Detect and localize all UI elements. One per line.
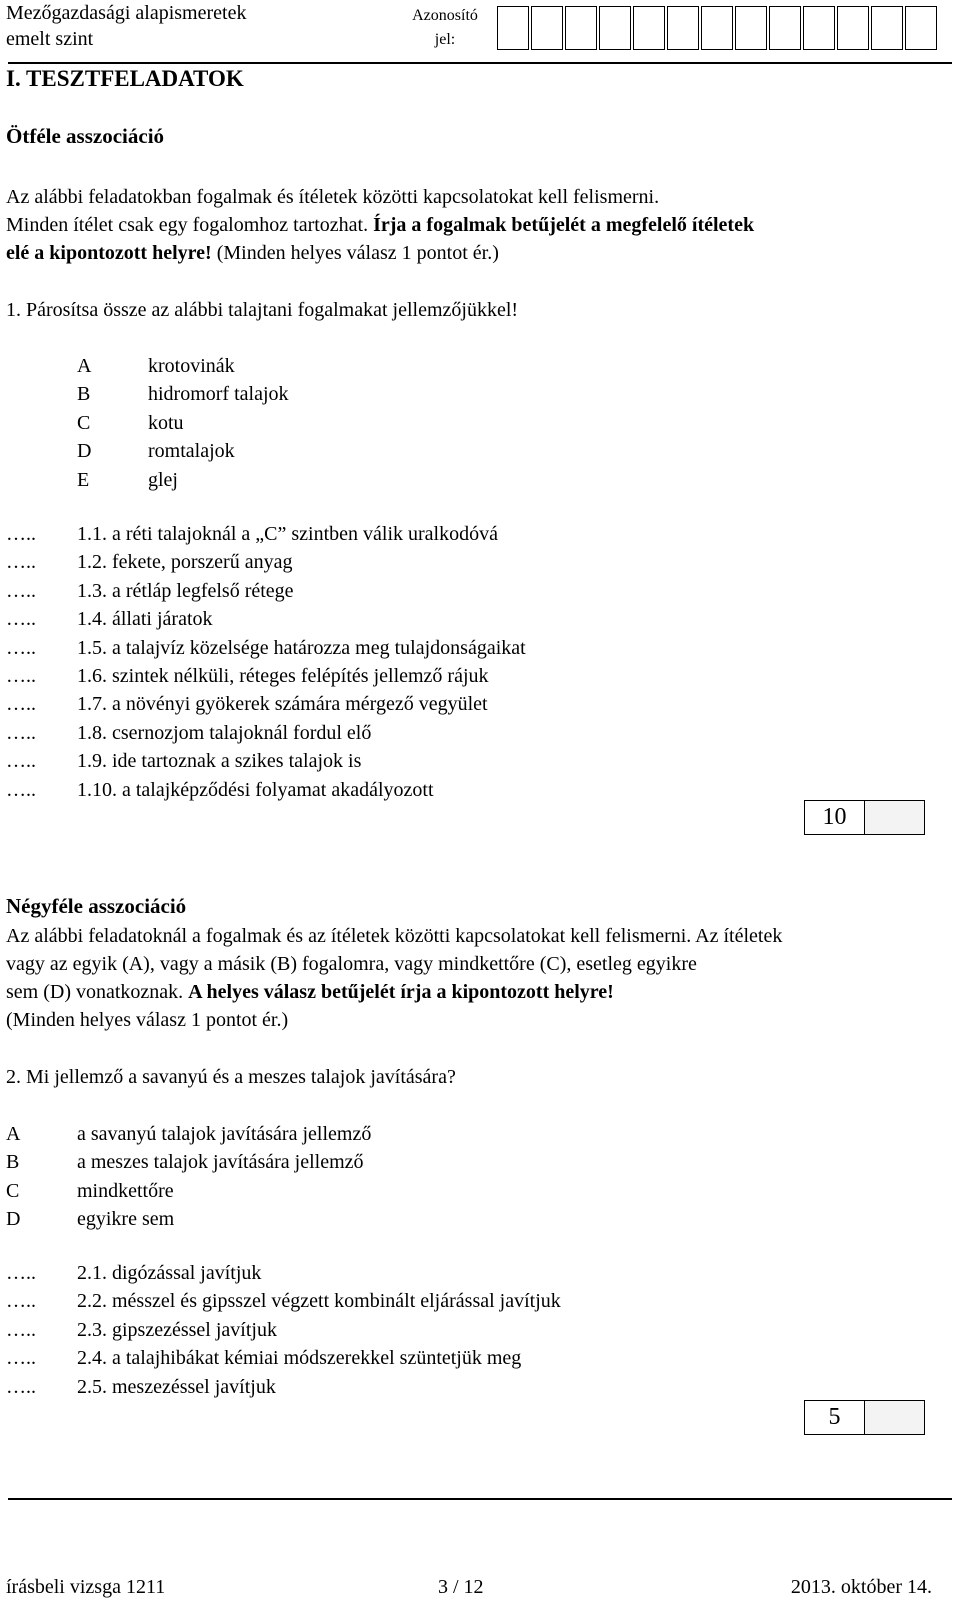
- answer-blank[interactable]: …..: [6, 1262, 36, 1284]
- item-text: 2.1. digózással javítjuk: [77, 1262, 262, 1284]
- header-divider: [8, 62, 952, 64]
- item-text: 1.9. ide tartoznak a szikes talajok is: [77, 750, 362, 773]
- answer-blank[interactable]: …..: [6, 778, 36, 801]
- id-code-box[interactable]: [803, 6, 835, 50]
- item-text: 2.3. gipszezéssel javítjuk: [77, 1318, 277, 1341]
- footer-left: írásbeli vizsga 1211: [6, 1576, 166, 1598]
- part2-intro-line3-plain: sem (D) vonatkoznak.: [6, 981, 189, 1003]
- id-code-box[interactable]: [837, 6, 869, 50]
- id-code-box[interactable]: [633, 6, 665, 50]
- option-letter: D: [6, 1208, 21, 1231]
- answer-blank[interactable]: …..: [6, 750, 36, 773]
- subject-title: Mezőgazdasági alapismeretek: [6, 2, 247, 24]
- answer-blank[interactable]: …..: [6, 523, 36, 545]
- item-text: 1.8. csernozjom talajoknál fordul elő: [77, 721, 372, 744]
- item-text: 1.4. állati járatok: [77, 608, 213, 631]
- part2-intro-line2: vagy az egyik (A), vagy a másik (B) fogalomra, vagy mindkettőre (C), esetleg egyikre: [6, 953, 697, 975]
- score-blank-1[interactable]: [865, 801, 924, 834]
- part1-intro-line3: [6, 239, 499, 267]
- option-text: mindkettőre: [77, 1179, 174, 1202]
- item-text: 1.10. a talajképződési folyamat akadályozott: [77, 778, 434, 801]
- option-text: glej: [148, 468, 178, 491]
- score-box-1: [804, 800, 925, 835]
- part2-intro-line3-bold: A helyes válasz betűjelét írja a kipontozott helyre!: [188, 981, 614, 1003]
- answer-blank[interactable]: …..: [6, 1318, 36, 1341]
- item-text: 1.1. a réti talajoknál a „C” szintben válik uralkodóvá: [77, 523, 498, 545]
- option-text: a meszes talajok javítására jellemző: [77, 1151, 364, 1174]
- id-code-box[interactable]: [905, 6, 937, 50]
- question-1: 1. Párosítsa össze az alábbi talajtani fogalmakat jellemzőjükkel!: [6, 299, 519, 321]
- question-2: 2. Mi jellemző a savanyú és a meszes talajok javítására?: [6, 1066, 456, 1088]
- id-code-box[interactable]: [497, 6, 529, 50]
- option-text: kotu: [148, 411, 184, 434]
- answer-blank[interactable]: …..: [6, 579, 36, 602]
- footer-page: 3 / 12: [438, 1576, 484, 1598]
- score-box-2: [804, 1400, 925, 1435]
- part2-heading: Négyféle asszociáció: [6, 894, 187, 918]
- item-text: 2.5. meszezéssel javítjuk: [77, 1375, 276, 1398]
- footer-divider: [8, 1498, 952, 1500]
- subject-level: emelt szint: [6, 28, 94, 50]
- answer-blank[interactable]: …..: [6, 551, 36, 574]
- item-text: 1.5. a talajvíz közelsége határozza meg tulajdonságaikat: [77, 636, 526, 659]
- id-code-box[interactable]: [735, 6, 767, 50]
- footer-date: 2013. október 14.: [790, 1576, 932, 1598]
- item-text: 2.2. mésszel és gipsszel végzett kombinált eljárással javítjuk: [77, 1290, 561, 1313]
- id-code-box[interactable]: [565, 6, 597, 50]
- score-value-1: 10: [805, 801, 865, 834]
- option-letter: D: [77, 440, 92, 463]
- option-letter: B: [6, 1151, 20, 1174]
- id-code-box[interactable]: [701, 6, 733, 50]
- id-label-line1: Azonosító: [412, 7, 478, 24]
- option-text: romtalajok: [148, 440, 235, 463]
- part2-intro-line1-text: Az alábbi feladatoknál a fogalmak és az ítéletek közötti kapcsolatokat kell felismerni. Az ítéletek: [6, 925, 783, 947]
- option-letter: A: [6, 1123, 21, 1145]
- answer-blank[interactable]: …..: [6, 608, 36, 631]
- id-label: [400, 4, 490, 52]
- option-letter: C: [6, 1179, 20, 1202]
- section-title: I. TESZTFELADATOK: [6, 66, 244, 91]
- answer-blank[interactable]: …..: [6, 1290, 36, 1313]
- option-text: hidromorf talajok: [148, 383, 289, 406]
- score-blank-2[interactable]: [865, 1401, 924, 1434]
- answer-blank[interactable]: …..: [6, 693, 36, 716]
- option-text: krotovinák: [148, 355, 235, 377]
- option-letter: C: [77, 411, 91, 434]
- item-text: 1.3. a rétláp legfelső rétege: [77, 579, 294, 602]
- item-text: 1.6. szintek nélküli, réteges felépítés jellemző rájuk: [77, 665, 489, 687]
- option-text: egyikre sem: [77, 1208, 175, 1231]
- option-letter: B: [77, 383, 91, 406]
- answer-blank[interactable]: …..: [6, 665, 36, 687]
- part1-intro-line3-bold: elé a kipontozott helyre!: [6, 242, 212, 264]
- answer-blank[interactable]: …..: [6, 1347, 36, 1370]
- id-code-box[interactable]: [531, 6, 563, 50]
- part2-intro-line3: [6, 978, 614, 1006]
- answer-blank[interactable]: …..: [6, 1375, 36, 1398]
- item-text: 1.7. a növényi gyökerek számára mérgező vegyület: [77, 693, 488, 716]
- id-code-box[interactable]: [667, 6, 699, 50]
- answer-blank[interactable]: …..: [6, 636, 36, 659]
- id-code-box[interactable]: [769, 6, 801, 50]
- option-letter: A: [77, 355, 92, 377]
- part1-intro-line2-bold: Írja a fogalmak betűjelét a megfelelő ítéletek: [373, 214, 755, 236]
- part1-heading: Ötféle asszociáció: [6, 124, 165, 148]
- score-value-2: 5: [805, 1401, 865, 1434]
- part1-intro-line2-plain: Minden ítélet csak egy fogalomhoz tartozhat.: [6, 214, 374, 236]
- option-letter: E: [77, 468, 90, 491]
- id-code-box[interactable]: [871, 6, 903, 50]
- part2-intro-line1: [6, 922, 782, 950]
- item-text: 1.2. fekete, porszerű anyag: [77, 551, 293, 574]
- answer-blank[interactable]: …..: [6, 721, 36, 744]
- part2-intro-line4: (Minden helyes válasz 1 pontot ér.): [6, 1009, 289, 1031]
- part1-intro-line2: [6, 211, 754, 239]
- item-text: 2.4. a talajhibákat kémiai módszerekkel szüntetjük meg: [77, 1347, 522, 1370]
- id-code-box[interactable]: [599, 6, 631, 50]
- option-text: a savanyú talajok javítására jellemző: [77, 1123, 372, 1145]
- part1-intro-line3-plain: (Minden helyes válasz 1 pontot ér.): [211, 242, 499, 264]
- part1-intro-line1: Az alábbi feladatokban fogalmak és ítéletek közötti kapcsolatokat kell felismerni.: [6, 186, 660, 208]
- id-label-line2: jel:: [434, 31, 456, 48]
